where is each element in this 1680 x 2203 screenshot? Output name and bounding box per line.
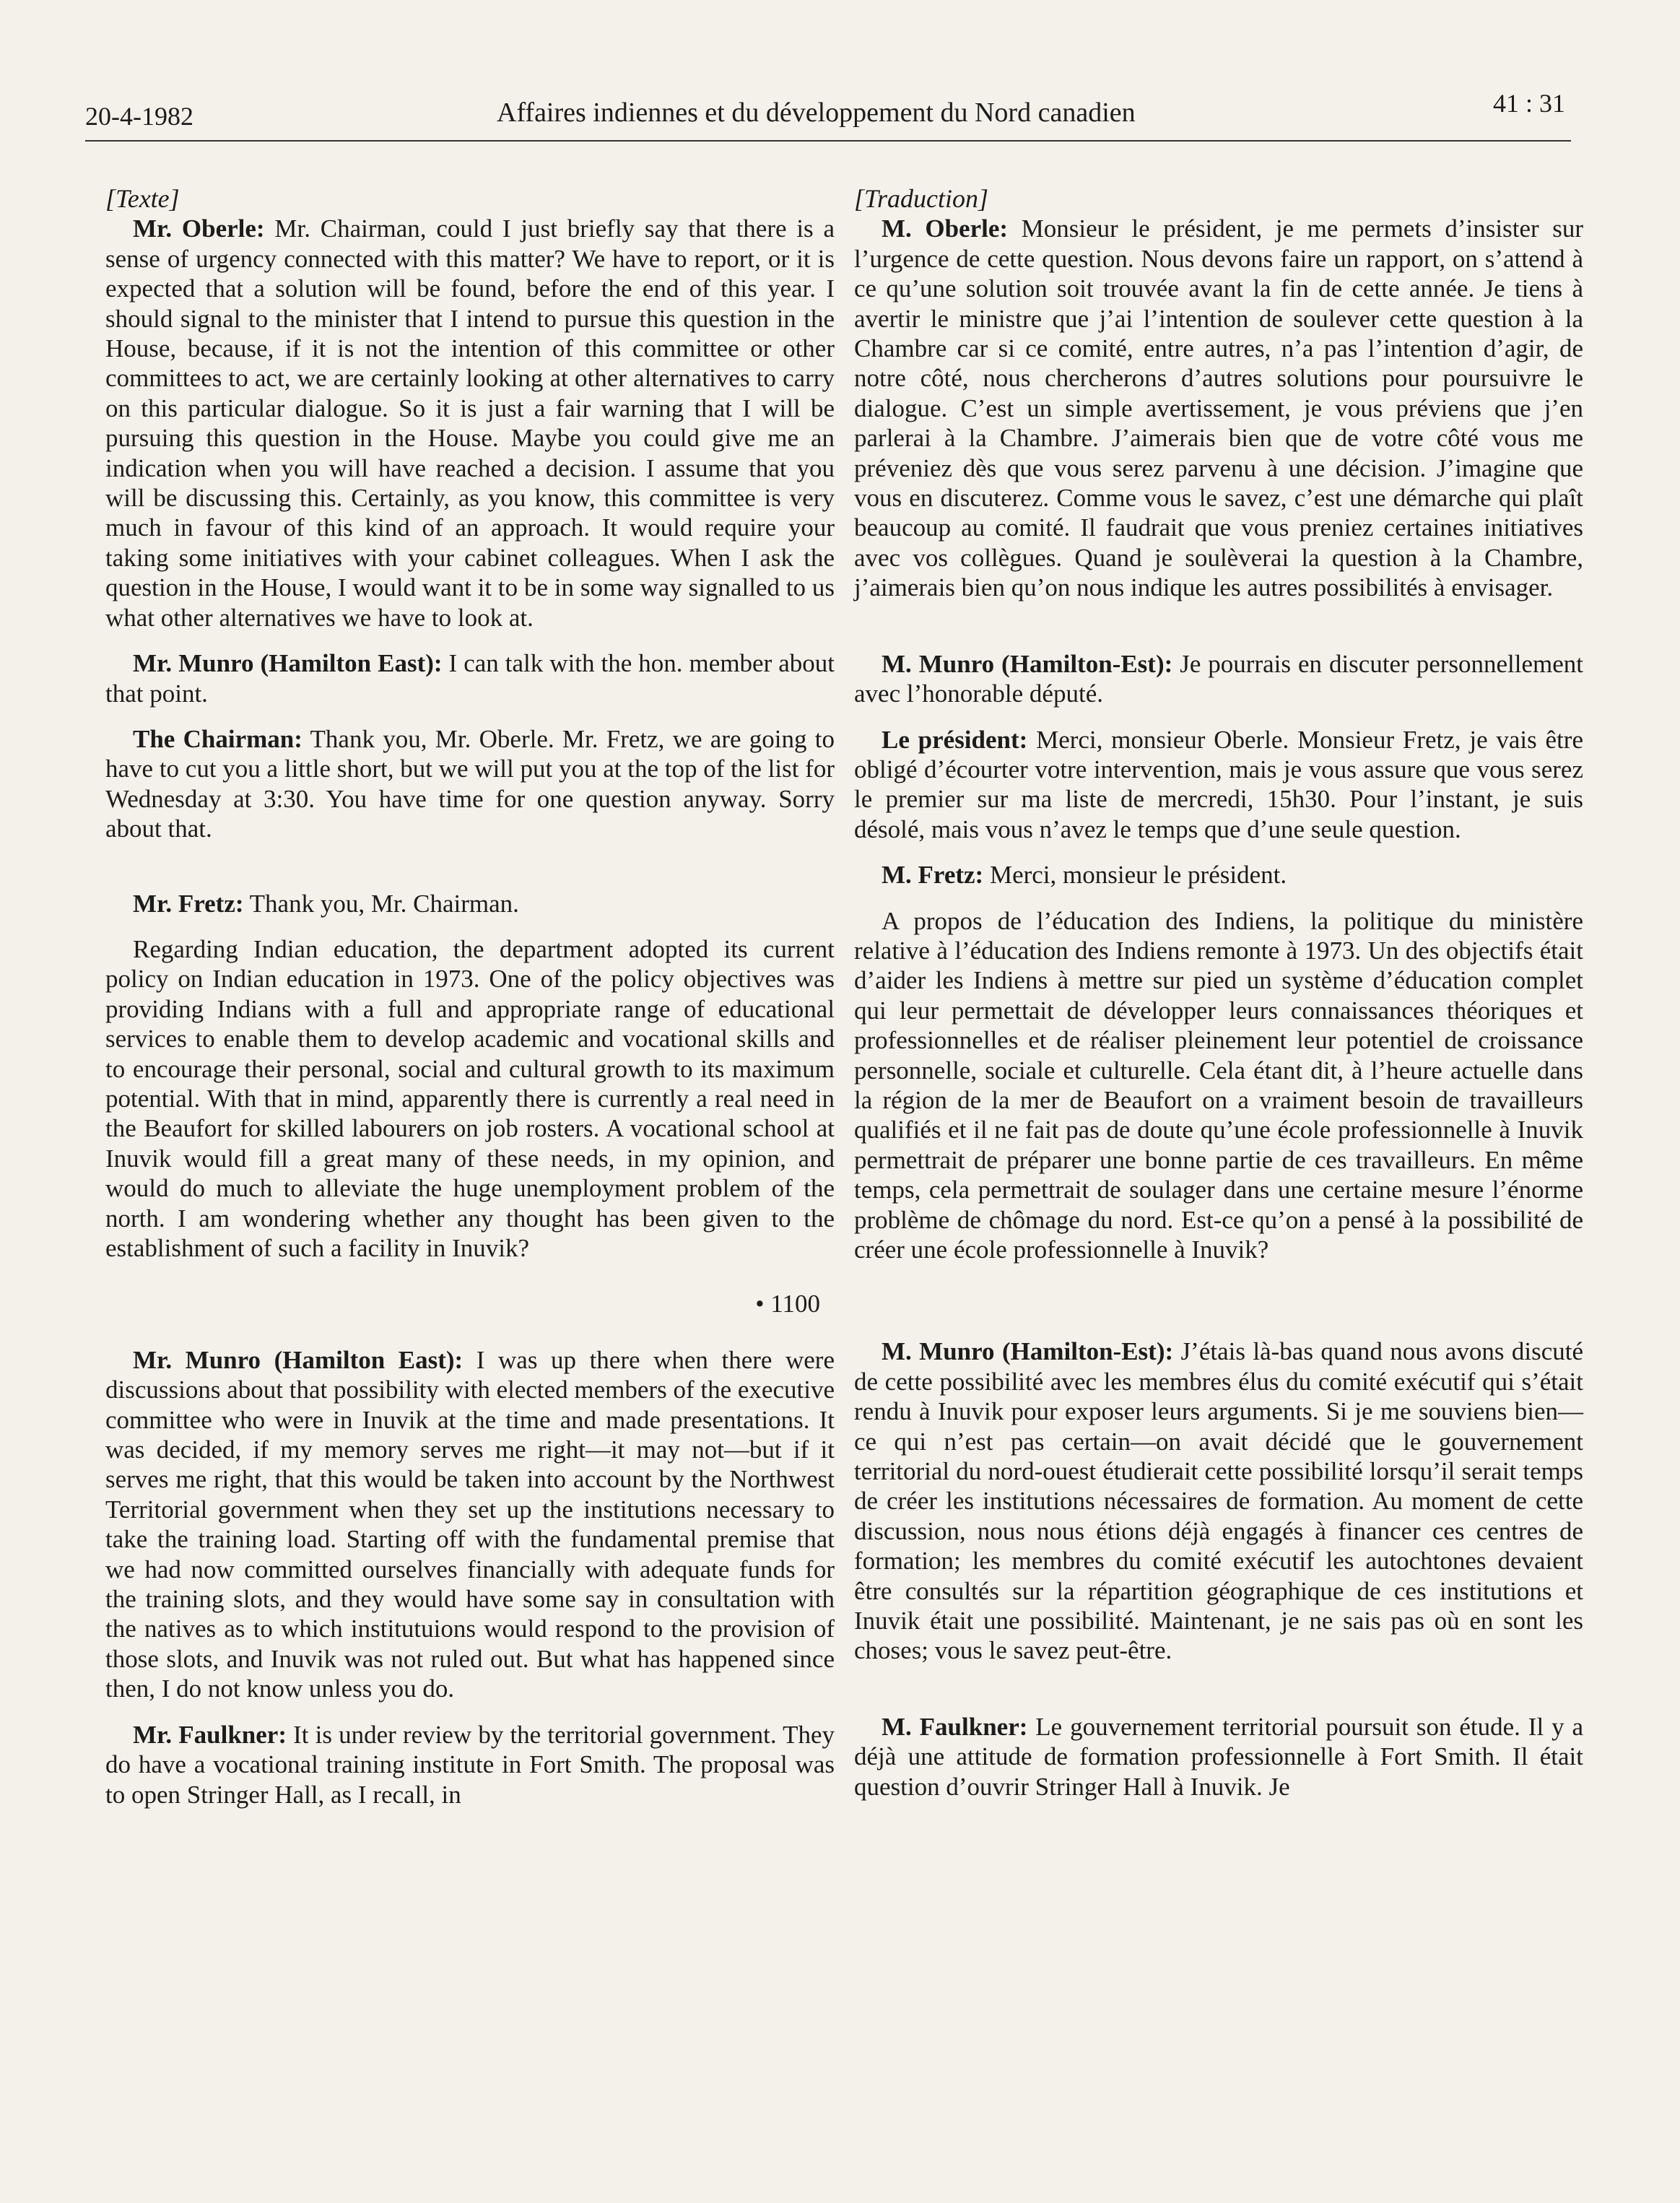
- speaker-name: Mr. Munro (Hamilton East):: [133, 649, 443, 678]
- column-label: [Texte]: [105, 184, 180, 213]
- english-column: [105, 184, 835, 1809]
- speech-text: Merci, monsieur Oberle. Monsieur Fretz, je vais être obligé d’écourter votre intervention, mais je vous assure que vous serez le premier sur ma liste de mercredi, 15h30. Pour l’instant, je suis désolé, mais vous n’avez le temps que d’une seule question.: [854, 725, 1583, 843]
- paragraph: [854, 1337, 1583, 1665]
- speaker-name: Mr. Faulkner:: [133, 1720, 287, 1749]
- speech-text: I can talk with the hon. member about that point.: [105, 649, 835, 708]
- time-marker: • 1100: [755, 1290, 820, 1318]
- speaker-name: Mr. Munro (Hamilton East):: [133, 1345, 463, 1374]
- french-column: [854, 184, 1583, 1802]
- speech-text: Merci, monsieur le président.: [983, 861, 1287, 890]
- speaker-name: M. Munro (Hamilton-Est):: [882, 649, 1173, 678]
- speaker-name: M. Fretz:: [882, 861, 984, 890]
- paragraph: Regarding Indian education, the department adopted its current policy on Indian education in 1973. One of the policy objectives was providing Indians with a full and appropriate range of educational services to enable them to develop academic and vocational skills and to encourage their personal, social and cultural growth to its maximum potential. With that in mind, apparently there is currently a real need in the Beaufort for skilled labourers on job rosters. A vocational school at Inuvik would fill a great many of these needs, in my opinion, and would do much to alleviate the huge unemployment problem of the north. I am wondering whether any thought has been given to the establishment of such a facility in Inuvik?: [105, 934, 835, 1262]
- speaker-name: The Chairman:: [133, 724, 303, 753]
- speech-text: Thank you, Mr. Oberle. Mr. Fretz, we are going to have to cut you a little short, but we will put you at the top of the list for Wednesday at 3:30. You have time for one question anyway. Sorry about that.: [105, 724, 835, 843]
- speaker-name: M. Faulkner:: [882, 1712, 1028, 1741]
- paragraph: [854, 214, 1583, 602]
- header-title: Affaires indiennes et du développement du Nord canadien: [497, 97, 1136, 128]
- speech-text: J’étais là-bas quand nous avons discuté de cette possibilité avec les membres élus du comité exécutif qui s’était rendu à Inuvik pour exposer leurs arguments. Si je me souviens bien—ce qui n’est pas certain—on avait décidé que le gouvernement territorial du nord-ouest étudierait cette possibilité lorsqu’il serait temps de créer les institutions nécessaires de formation. Au moment de cette discussion, nous nous étions déjà engagés à financer ces centres de formation; les membres du comité exécutif les autochtones devaient être consultés sur la répartition géographique de ces institutions et Inuvik était une possibilité. Maintenant, je ne sais pas où en sont les choses; vous le savez peut-être.: [854, 1337, 1584, 1665]
- column-label: [Traduction]: [854, 184, 989, 213]
- speech-text: Monsieur le président, je me permets d’insister sur l’urgence de cette question. Nous devons faire un rapport, on s’attend à ce qu’une solution soit trouvée avant la fin de cette année. Je tiens à avertir le ministre que j’ai l’intention de soulever cette question à la Chambre car si ce comité, entre autres, n’a pas l’intention d’agir, de notre côté, nous chercherons d’autres solutions pour poursuivre le dialogue. C’est un simple avertissement, je vous préviens que j’en parlerai à la Chambre. J’aimerais bien que de votre côté vous me préveniez dès que vous serez parvenu à une décision. J’imagine que vous en discuterez. Comme vous le savez, c’est une démarche qui plaît beaucoup au comité. Il faudrait que vous preniez certaines initiatives avec vos collègues. Quand je soulèverai la question à la Chambre, j’aimerais bien qu’on nous indique les autres possibilités à envisager.: [854, 214, 1583, 602]
- paragraph: [105, 1345, 835, 1704]
- speech-text: I was up there when there were discussions about that possibility with elected members of the executive committee who were in Inuvik at the time and made presentations. It was decided, if my memory serves me right—it may not—but if it serves me right, that this would be taken into account by the Northwest Territorial government when they set up the institutions necessary to take the training load. Starting off with the fundamental premise that we had now committed ourselves financially with adequate funds for the training slots, and they would have some say in consultation with the natives as to which institutuions would respond to the provision of those slots, and Inuvik was not ruled out. But what has happened since then, I do not know unless you do.: [105, 1345, 835, 1703]
- paragraph: [854, 1712, 1583, 1802]
- speech-text: Thank you, Mr. Chairman.: [243, 889, 519, 918]
- speaker-name: Mr. Oberle:: [133, 214, 265, 243]
- paragraph: [854, 860, 1583, 890]
- paragraph: [854, 725, 1583, 845]
- speech-text: Mr. Chairman, could I just briefly say that there is a sense of urgency connected with this matter? We have to report, or it is expected that a solution will be found, before the end of this year. I should signal to the minister that I intend to pursue this question in the House, because, if it is not the intention of this committee or other committees to act, we are certainly looking at other alternatives to carry on this particular dialogue. So it is just a fair warning that I will be pursuing this question in the House. Maybe you could give me an indication when you will have reached a decision. I assume that you will be discussing this. Certainly, as you know, this committee is very much in favour of this kind of an approach. It would require your taking some initiatives with your cabinet colleagues. When I ask the question in the House, I would want it to be in some way signalled to us what other alternatives we have to look at.: [105, 214, 835, 632]
- paragraph: [105, 1720, 835, 1809]
- speaker-name: Mr. Fretz:: [133, 889, 244, 918]
- speaker-name: M. Munro (Hamilton-Est):: [882, 1337, 1174, 1366]
- page-header: [85, 85, 1571, 142]
- speaker-name: Le président:: [882, 725, 1028, 754]
- speech-text: Je pourrais en discuter personnellement avec l’honorable député.: [854, 649, 1583, 708]
- header-date: 20-4-1982: [85, 102, 193, 131]
- header-page-number: 41 : 31: [1492, 89, 1565, 118]
- paragraph: [105, 724, 835, 844]
- speech-text: Le gouvernement territorial poursuit son étude. Il y a déjà une attitude de formation professionnelle à Fort Smith. Il était question d’ouvrir Stringer Hall à Inuvik. Je: [854, 1712, 1583, 1801]
- speaker-name: M. Oberle:: [882, 214, 1009, 243]
- paragraph: [105, 889, 835, 918]
- speech-text: It is under review by the territorial government. They do have a vocational training institute in Fort Smith. The proposal was to open Stringer Hall, as I recall, in: [105, 1720, 835, 1809]
- paragraph: A propos de l’éducation des Indiens, la politique du ministère relative à l’éducation des Indiens remonte à 1973. Un des objectifs était d’aider les Indiens à mettre sur pied un système d’éducation complet qui leur permettait de développer leurs connaissances théoriques et professionnelles et de réaliser pleinement leur potentiel de croissance personnelle, sociale et culturelle. Cela étant dit, à l’heure actuelle dans la région de la mer de Beaufort on a vraiment besoin de travailleurs qualifiés et il ne fait pas de doute qu’une école professionnelle à Inuvik permettrait de préparer une bonne partie de ces travailleurs. En même temps, cela permettrait de soulager dans une certaine mesure l’énorme problème de chômage du nord. Est-ce qu’on a pensé à la possibilité de créer une école professionnelle à Inuvik?: [854, 906, 1583, 1264]
- paragraph: [105, 214, 835, 633]
- paragraph: [105, 648, 835, 708]
- paragraph: [854, 649, 1583, 709]
